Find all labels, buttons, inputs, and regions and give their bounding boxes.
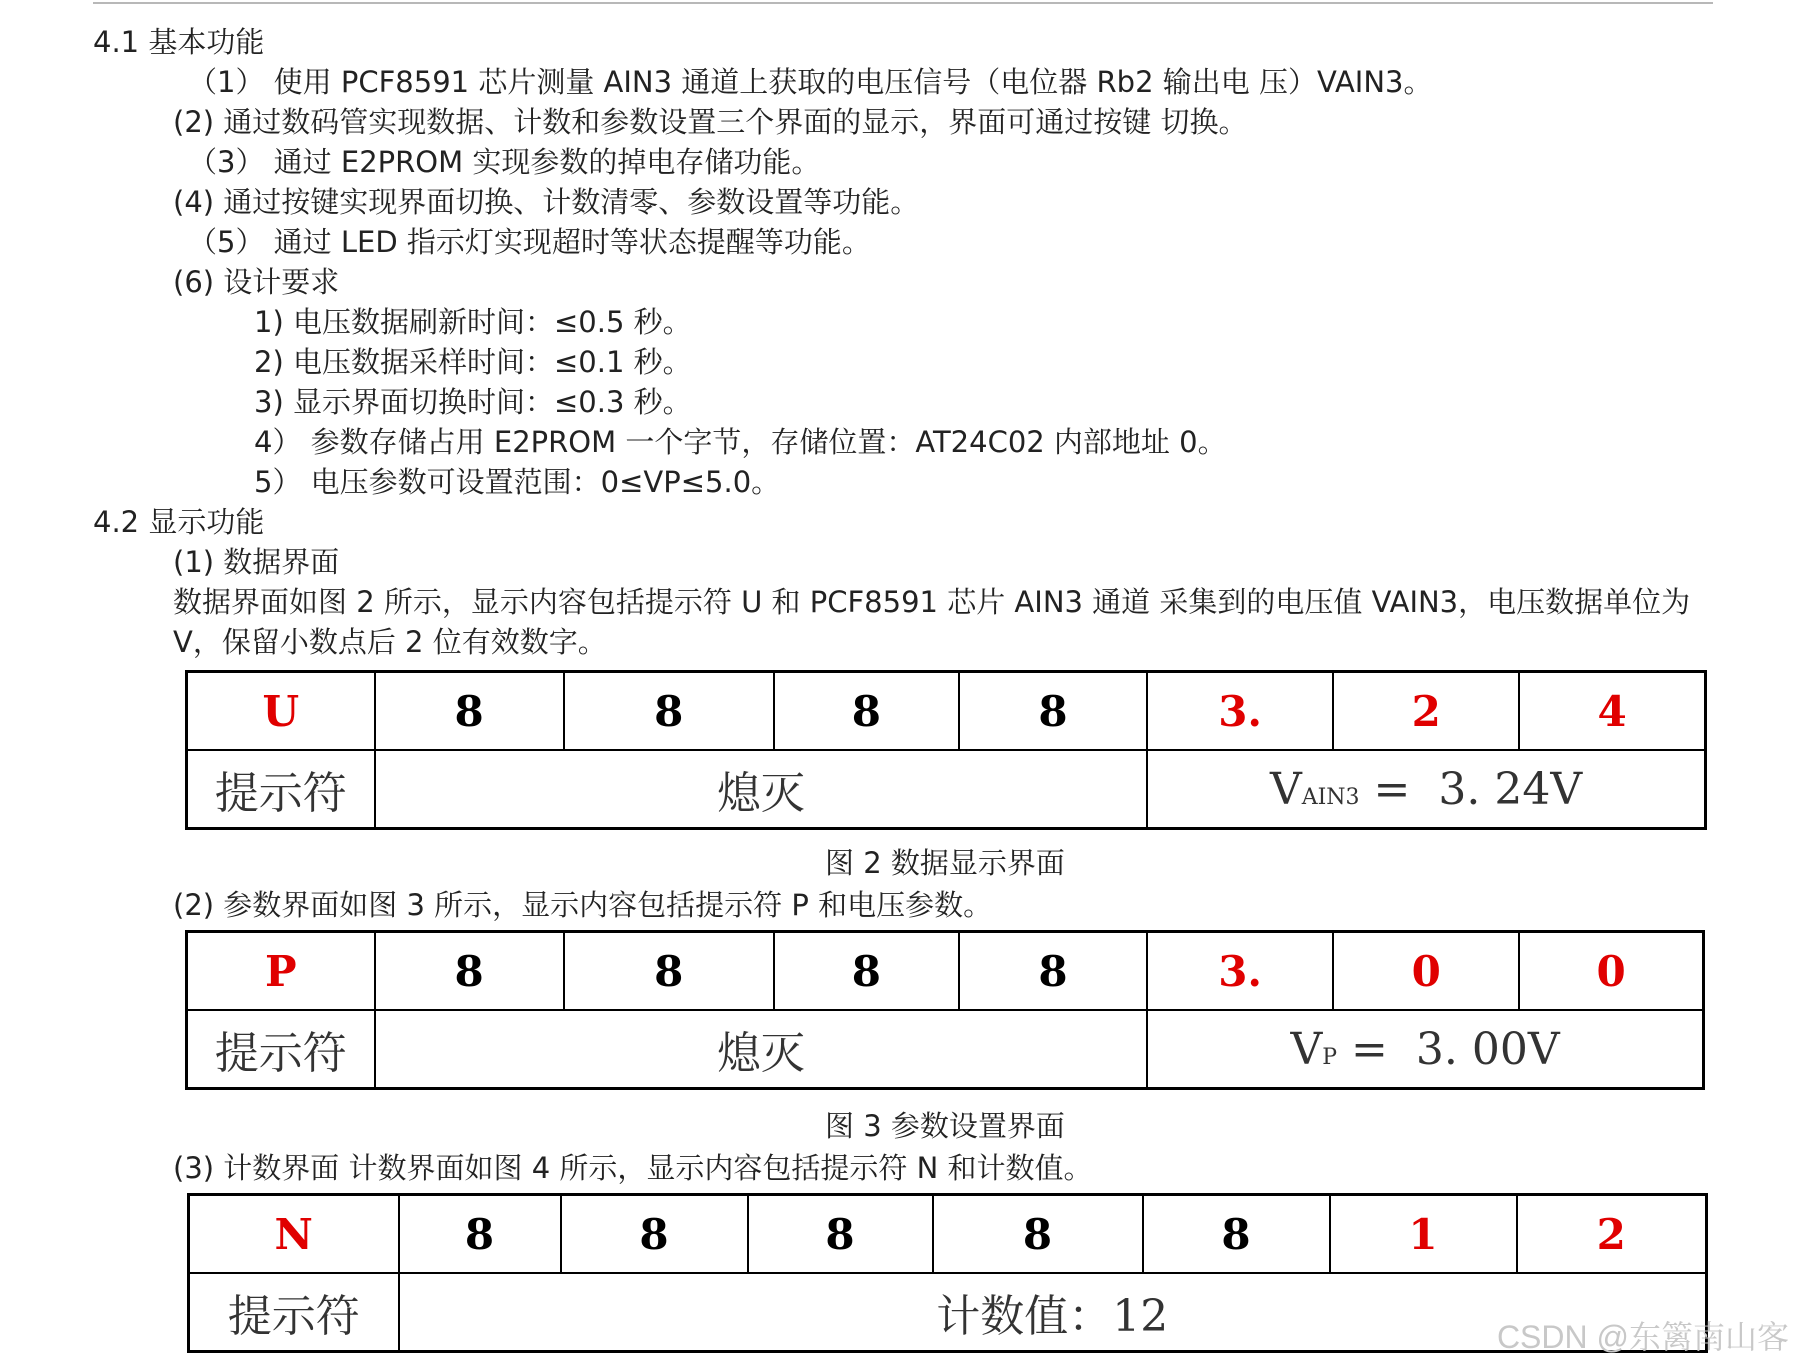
digit-value: 0	[1333, 932, 1519, 1011]
label-prompt: 提示符	[187, 1010, 375, 1089]
digit-off: 8	[375, 932, 564, 1011]
fig3-display-table	[185, 930, 1705, 1090]
digit-value: 4	[1519, 672, 1705, 751]
param-value: VP = 3. 00V	[1290, 1023, 1560, 1075]
digit-off: 8	[375, 672, 564, 751]
requirement-4: 4） 参数存储占用 E2PROM 一个字节，存储位置：AT24C02 内部地址 0。	[254, 425, 1227, 459]
digit-value: 3.	[1147, 672, 1333, 751]
digit-value: 3.	[1147, 932, 1333, 1011]
digit-prompt: P	[187, 932, 375, 1011]
top-divider	[93, 2, 1713, 4]
subsection-data-ui: (1) 数据界面	[173, 545, 340, 579]
fig3-caption: 图 3 参数设置界面	[825, 1109, 1065, 1143]
label-count: 计数值：12	[399, 1273, 1707, 1352]
digit-off: 8	[748, 1195, 933, 1274]
feature-item-6: (6) 设计要求	[173, 265, 340, 299]
csdn-watermark: CSDN @东篱南山客	[1496, 1319, 1789, 1355]
label-off: 熄灭	[375, 750, 1147, 829]
feature-item-1: （1） 使用 PCF8591 芯片测量 AIN3 通道上获取的电压信号（电位器 Rb2 输出电 压）VAIN3。	[188, 65, 1433, 99]
requirement-3: 3) 显示界面切换时间：≤0.3 秒。	[254, 385, 692, 419]
digit-off: 8	[774, 672, 959, 751]
label-voltage	[1147, 1010, 1703, 1089]
fig4-label-row	[189, 1273, 1707, 1352]
digit-off: 8	[399, 1195, 561, 1274]
feature-item-4: (4) 通过按键实现界面切换、计数清零、参数设置等功能。	[173, 185, 920, 219]
section-heading-4-1: 4.1 基本功能	[93, 25, 265, 59]
digit-off: 8	[933, 1195, 1143, 1274]
digit-value: 2	[1333, 672, 1519, 751]
digit-prompt: N	[189, 1195, 399, 1274]
fig2-digit-row	[187, 672, 1706, 751]
data-ui-description-line1: 数据界面如图 2 所示，显示内容包括提示符 U 和 PCF8591 芯片 AIN3 通道 采集到的电压值 VAIN3，电压数据单位为	[173, 585, 1691, 619]
fig3-digit-row	[187, 932, 1704, 1011]
digit-prompt: U	[187, 672, 375, 751]
subsection-count-ui: (3) 计数界面 计数界面如图 4 所示，显示内容包括提示符 N 和计数值。	[173, 1151, 1093, 1185]
fig4-display-table	[187, 1193, 1708, 1353]
digit-off: 8	[564, 672, 774, 751]
digit-off: 8	[561, 1195, 748, 1274]
feature-item-2: (2) 通过数码管实现数据、计数和参数设置三个界面的显示，界面可通过按键 切换。	[173, 105, 1248, 139]
label-off: 熄灭	[375, 1010, 1147, 1089]
subsection-param-ui: (2) 参数界面如图 3 所示，显示内容包括提示符 P 和电压参数。	[173, 888, 993, 922]
label-prompt: 提示符	[187, 750, 375, 829]
requirement-1: 1) 电压数据刷新时间：≤0.5 秒。	[254, 305, 692, 339]
digit-value: 0	[1519, 932, 1703, 1011]
voltage-value: VAIN3 = 3. 24V	[1269, 763, 1583, 815]
digit-value: 1	[1330, 1195, 1517, 1274]
fig3-label-row	[187, 1010, 1704, 1089]
fig4-digit-row	[189, 1195, 1707, 1274]
label-voltage	[1147, 750, 1705, 829]
fig2-display-table	[185, 670, 1707, 830]
label-prompt: 提示符	[189, 1273, 399, 1352]
digit-off: 8	[959, 932, 1147, 1011]
feature-item-5: （5） 通过 LED 指示灯实现超时等状态提醒等功能。	[188, 225, 871, 259]
digit-off: 8	[564, 932, 774, 1011]
digit-off: 8	[959, 672, 1147, 751]
feature-item-3: （3） 通过 E2PROM 实现参数的掉电存储功能。	[188, 145, 821, 179]
fig2-label-row	[187, 750, 1706, 829]
section-heading-4-2: 4.2 显示功能	[93, 505, 265, 539]
digit-off: 8	[774, 932, 959, 1011]
digit-value: 2	[1517, 1195, 1707, 1274]
requirement-5: 5） 电压参数可设置范围：0≤VP≤5.0。	[254, 465, 781, 499]
data-ui-description-line2: V，保留小数点后 2 位有效数字。	[173, 625, 607, 659]
fig2-caption: 图 2 数据显示界面	[825, 846, 1065, 880]
requirement-2: 2) 电压数据采样时间：≤0.1 秒。	[254, 345, 692, 379]
digit-off: 8	[1143, 1195, 1330, 1274]
